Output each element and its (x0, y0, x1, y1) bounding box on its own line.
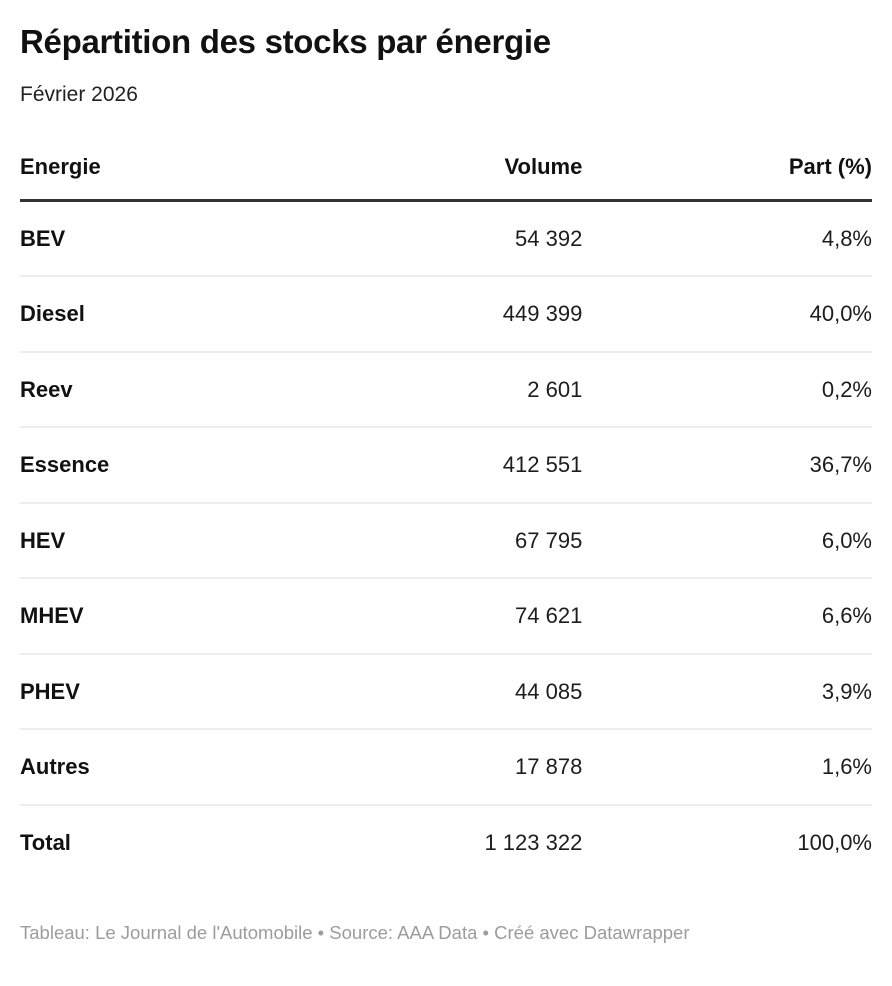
column-header-part: Part (%) (582, 148, 872, 201)
energy-cell: Essence (20, 427, 301, 503)
page-title: Répartition des stocks par énergie (20, 23, 551, 60)
volume-cell: 1 123 322 (301, 805, 582, 880)
volume-cell: 67 795 (301, 503, 582, 579)
energy-cell: Total (20, 805, 301, 880)
volume-cell: 54 392 (515, 225, 583, 251)
attribution-footer: Tableau: Le Journal de l'Automobile • Source: AAA Data • Créé avec Datawrapper (20, 922, 690, 944)
share-cell: 36,7% (582, 427, 872, 503)
table-row (20, 654, 872, 730)
volume-cell: 44 085 (301, 654, 582, 730)
energy-cell: PHEV (20, 654, 301, 730)
energy-cell: BEV (20, 225, 66, 251)
volume-cell: 2 601 (301, 352, 582, 428)
share-cell: 3,9% (582, 654, 872, 730)
subtitle: Février 2026 (20, 82, 138, 106)
share-cell: 0,2% (582, 352, 872, 428)
share-cell: 100,0% (582, 805, 872, 880)
share-cell: 6,6% (582, 578, 872, 654)
column-header-volume: Volume (301, 148, 582, 201)
share-cell: 40,0% (582, 276, 872, 352)
share-cell: 4,8% (821, 225, 872, 251)
table-row (20, 352, 872, 428)
table-row (20, 578, 872, 654)
header-row (20, 148, 872, 201)
share-cell: 1,6% (582, 729, 872, 805)
volume-cell: 17 878 (301, 729, 582, 805)
table-row (20, 729, 872, 805)
energy-cell: HEV (20, 503, 301, 579)
table-row (20, 805, 872, 880)
table-row (20, 427, 872, 503)
table-body (20, 200, 872, 879)
column-header-energie: Energie (20, 148, 301, 201)
table-header (20, 148, 872, 201)
table-row (20, 276, 872, 352)
energy-cell: Diesel (20, 276, 301, 352)
energy-stock-table (20, 148, 872, 880)
volume-cell: 74 621 (301, 578, 582, 654)
table-row (20, 503, 872, 579)
energy-cell: Autres (20, 729, 301, 805)
volume-cell: 449 399 (301, 276, 582, 352)
volume-cell: 412 551 (301, 427, 582, 503)
energy-cell: Reev (20, 352, 301, 428)
energy-cell: MHEV (20, 578, 301, 654)
table-row (20, 200, 872, 276)
share-cell: 6,0% (582, 503, 872, 579)
